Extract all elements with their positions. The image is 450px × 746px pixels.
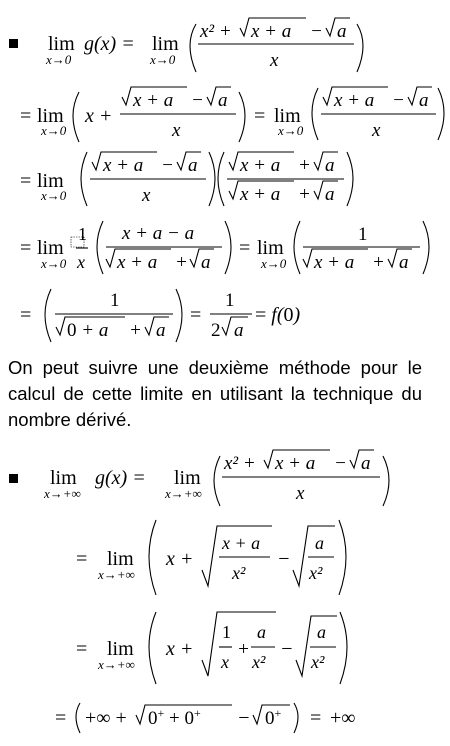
numerator: 1 xyxy=(358,224,368,245)
minus: − xyxy=(280,638,294,660)
lim-sub: x→+∞ xyxy=(165,486,202,501)
equals: = xyxy=(190,304,202,326)
radicand: x + a xyxy=(275,453,316,474)
radicand: x + a xyxy=(314,252,355,273)
plus: + xyxy=(237,639,250,660)
paren-right xyxy=(423,221,429,274)
denominator: x² xyxy=(309,563,323,583)
radicand: a xyxy=(399,252,409,273)
two: 2 xyxy=(211,320,221,341)
denominator: x² xyxy=(252,652,266,672)
lim-op: lim xyxy=(274,105,301,127)
paren-right xyxy=(209,152,215,206)
frac-x: x xyxy=(77,252,85,272)
radicand: a xyxy=(156,320,166,341)
radicand: 0+ + 0+ xyxy=(148,706,201,729)
bullet-square xyxy=(9,39,18,48)
paren-left xyxy=(190,24,196,72)
minus: − xyxy=(161,155,174,176)
radicand: 0+ xyxy=(265,706,282,729)
equals: = xyxy=(239,237,251,259)
numerator: x² + xyxy=(200,21,232,42)
paren-right xyxy=(340,612,347,684)
denominator: x xyxy=(296,483,305,504)
denominator: x xyxy=(142,185,151,206)
lim-sub: x→+∞ xyxy=(98,657,135,672)
radicand: a xyxy=(325,155,335,176)
radicand: a xyxy=(361,453,371,474)
paren-left xyxy=(97,221,103,274)
radicand: a xyxy=(218,90,228,111)
denominator: x xyxy=(221,652,229,672)
lim-sub: x→+∞ xyxy=(44,486,81,501)
paren-right xyxy=(347,152,353,206)
numerator: 1 xyxy=(110,290,120,311)
plus: + xyxy=(298,184,311,205)
lim-op: lim xyxy=(48,33,75,55)
radicand: 0 + a xyxy=(67,320,109,341)
paren-right xyxy=(339,520,346,595)
minus: − xyxy=(237,707,251,729)
paren-left xyxy=(218,152,224,206)
lim-op: lim xyxy=(50,467,77,489)
lim-op: lim xyxy=(107,638,134,660)
g-of-x: g(x) = xyxy=(95,467,146,489)
numerator: x + a − a xyxy=(122,223,195,244)
numerator: a xyxy=(317,622,326,642)
radicand: a xyxy=(201,252,211,273)
paragraph-text: On peut suivre une deuxième méthode pour le calcul de cette limite en utilisant la technique du nombre dérivé. xyxy=(8,357,422,430)
equals: = xyxy=(20,170,32,192)
lim-op: lim xyxy=(37,237,64,259)
radicand: a xyxy=(325,184,335,205)
paren-left xyxy=(312,88,318,140)
radicand: x + a xyxy=(334,90,375,111)
paren-left xyxy=(81,152,87,206)
paren-left xyxy=(73,92,79,142)
denominator: x xyxy=(372,120,381,141)
lim-op: lim xyxy=(37,170,64,192)
lim-sub: x→0 xyxy=(41,256,67,271)
equals: = xyxy=(76,638,88,660)
equals: = xyxy=(310,707,322,729)
denominator: x² xyxy=(232,563,246,583)
bullet-square xyxy=(9,474,18,483)
paren-left xyxy=(45,289,51,342)
minus: − xyxy=(310,21,323,42)
radicand: a xyxy=(234,320,244,341)
lim-sub: x→0 xyxy=(46,52,72,67)
equals: = xyxy=(20,105,32,127)
x-plus: x + xyxy=(166,548,194,570)
plus: + xyxy=(175,252,188,273)
paren-left xyxy=(149,520,156,595)
paren-right xyxy=(294,703,298,733)
numerator: x² + xyxy=(224,453,256,474)
radicand: a xyxy=(337,21,347,42)
lim-op: lim xyxy=(257,237,284,259)
paren-right xyxy=(225,221,231,274)
x-plus: x + xyxy=(166,638,194,660)
paren-right xyxy=(176,289,182,342)
lim-sub: x→0 xyxy=(41,188,67,203)
radicand: x + a xyxy=(240,184,281,205)
g-of-x: g(x) = xyxy=(84,33,135,55)
plus: + xyxy=(298,155,311,176)
frac-one: 1 xyxy=(78,224,87,244)
denominator: x² xyxy=(311,652,325,672)
f-of-zero: = f(0) xyxy=(255,304,301,326)
paren-right xyxy=(357,24,363,72)
lim-op: lim xyxy=(37,105,64,127)
numerator: a xyxy=(257,622,266,642)
plus: + xyxy=(372,252,385,273)
expr: +∞ + xyxy=(85,707,127,729)
radicand: x + a xyxy=(117,252,158,273)
denominator: x xyxy=(270,50,279,71)
minus: − xyxy=(392,90,405,111)
radicand: a xyxy=(419,90,429,111)
lim-sub: x→+∞ xyxy=(98,567,135,582)
lim-sub: x→0 xyxy=(41,123,67,138)
minus: − xyxy=(191,90,204,111)
radicand: x + a xyxy=(251,21,292,42)
equals: = xyxy=(55,707,67,729)
radicand: x + a xyxy=(133,90,174,111)
numerator: a xyxy=(315,533,324,553)
paren-right xyxy=(383,456,389,506)
equals: = xyxy=(20,237,32,259)
numerator: x + a xyxy=(222,533,261,553)
paren-right xyxy=(438,88,444,140)
denominator: x xyxy=(172,120,181,141)
paren-right xyxy=(239,92,245,142)
paren-left xyxy=(76,703,80,733)
paren-left xyxy=(149,612,156,684)
radicand: a xyxy=(188,155,198,176)
lim-op: lim xyxy=(107,548,134,570)
minus: − xyxy=(334,453,347,474)
lim-op: lim xyxy=(174,467,201,489)
x-plus: x + xyxy=(85,105,113,127)
lim-sub: x→0 xyxy=(278,123,304,138)
plus: + xyxy=(129,320,142,341)
equals: = xyxy=(76,548,88,570)
paren-left xyxy=(214,456,220,506)
equals: = xyxy=(254,105,266,127)
minus: − xyxy=(277,548,291,570)
plus-infinity: +∞ xyxy=(330,707,356,729)
paren-left xyxy=(294,221,300,274)
radicand: x + a xyxy=(240,155,281,176)
numerator: 1 xyxy=(222,622,231,642)
lim-sub: x→0 xyxy=(150,52,176,67)
lim-sub: x→0 xyxy=(261,256,287,271)
numerator: 1 xyxy=(225,290,235,311)
lim-op: lim xyxy=(152,33,179,55)
radicand: x + a xyxy=(103,155,144,176)
equals: = xyxy=(20,304,32,326)
